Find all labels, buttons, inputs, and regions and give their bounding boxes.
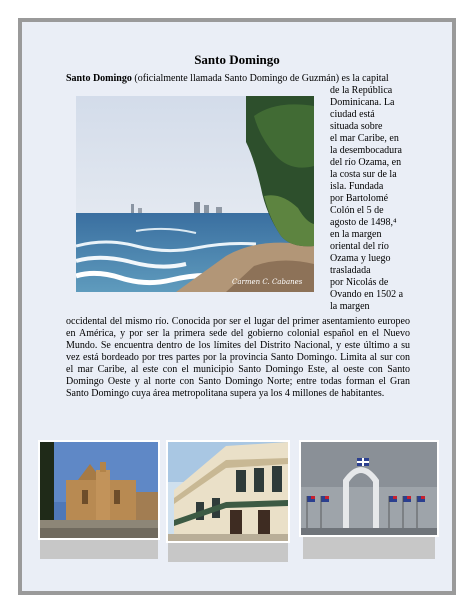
wrap-line: la costa sur de la — [330, 169, 397, 180]
wrap-line: Dominicana. La — [330, 97, 395, 108]
wrap-line: isla. Fundada — [330, 181, 384, 192]
intro-rest: (oficialmente llamada Santo Domingo de Guzmán) es la capital — [131, 73, 389, 84]
thumbnail-shadow — [40, 540, 158, 559]
wrap-line: en la margen — [330, 229, 382, 240]
thumbnail-shadow — [168, 543, 288, 562]
wrap-line: la desembocadura — [330, 145, 402, 156]
wrap-line: ciudad está — [330, 109, 375, 120]
photo-watermark: Carmen C. Cabanes — [232, 278, 303, 286]
monument-photo — [299, 440, 439, 537]
coastal-photo — [76, 96, 314, 292]
thumbnail-colonial-street — [166, 440, 290, 565]
wrap-line: Ozama y luego — [330, 253, 391, 264]
wrap-line: la margen — [330, 301, 370, 312]
wrap-line: Ovando en 1502 a — [330, 289, 404, 300]
wrap-line: de la República — [330, 85, 393, 96]
wrap-line: trasladada — [330, 265, 371, 276]
thumbnail-monument — [299, 440, 439, 565]
wrap-line: del río Ozama, en — [330, 157, 402, 168]
body-paragraph: occidental del mismo río. Conocida por ser el lugar del primer asentamiento europeo en América, y por ser la primera sede del gobierno colonial español en el Nuevo Mundo. Se encuentra dentro de los límites del Distrito Nacional, y este último a su vez está bordeado por tres partes por la provincia Santo Domingo. Limita al sur con el mar Caribe, al este con el municipio Santo Domingo Este, al oeste con Santo Domingo Oeste y al norte con Santo Domingo Norte; entre todas forman el Gran Santo Domingo cuya área metropolitana supera ya los 4 millones de habitantes. — [66, 316, 410, 399]
wrap-line: oriental del río — [330, 241, 389, 252]
wrap-line: por Nicolás de — [330, 277, 389, 288]
wrap-column — [330, 85, 408, 313]
thumbnail-shadow — [303, 537, 435, 559]
cathedral-photo — [38, 440, 160, 540]
intro-line — [66, 73, 404, 85]
wrap-line: el mar Caribe, en — [330, 133, 399, 144]
intro-bold: Santo Domingo — [66, 73, 132, 84]
wrap-line: Colón el 5 de — [330, 205, 384, 216]
thumbnail-cathedral — [38, 440, 160, 565]
wrap-line: situada sobre — [330, 121, 383, 132]
wrap-line: agosto de 1498,⁴ — [330, 217, 397, 228]
page-title: Santo Domingo — [194, 52, 280, 67]
wrap-line: por Bartolomé — [330, 193, 389, 204]
colonial-street-photo — [166, 440, 290, 543]
